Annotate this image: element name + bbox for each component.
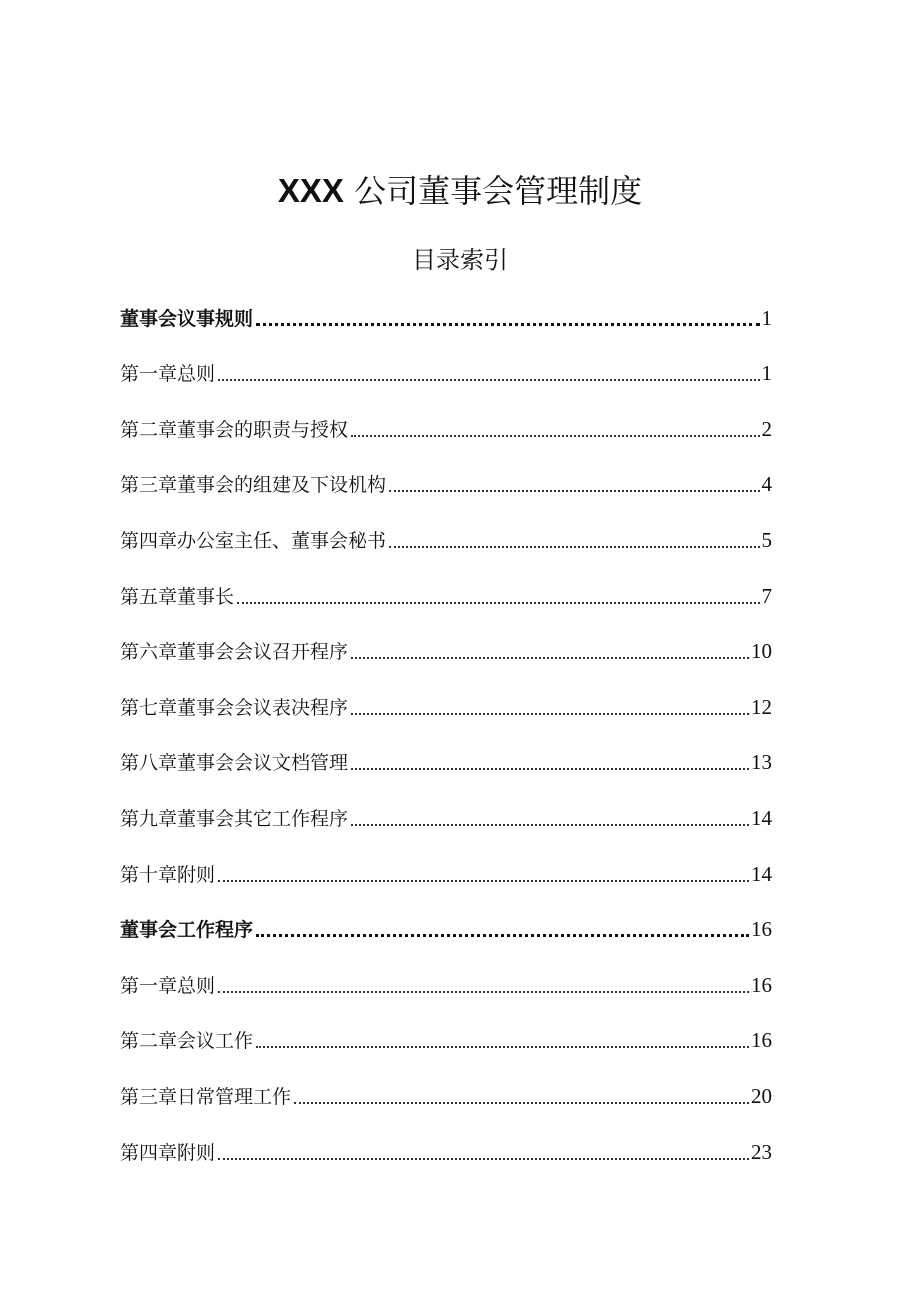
toc-page-number: 13 xyxy=(751,750,772,775)
dot-leader xyxy=(256,934,749,937)
toc-page-number: 16 xyxy=(751,972,772,997)
toc-entry-label: 第三章董事会的组建及下设机构 xyxy=(120,474,387,497)
dot-leader xyxy=(389,490,759,492)
toc-entry[interactable] xyxy=(120,565,772,621)
toc-entry-label: 第一章总则 xyxy=(120,974,216,997)
toc-page-number: 23 xyxy=(751,1139,772,1164)
toc-entry-label: 董事会工作程序 xyxy=(120,919,254,942)
toc-entry-label: 董事会议事规则 xyxy=(120,307,254,330)
toc-entry-label: 第四章办公室主任、董事会秘书 xyxy=(120,529,387,552)
toc-entry-label: 第二章董事会的职责与授权 xyxy=(120,418,349,441)
toc-entry-label: 第五章董事长 xyxy=(120,585,235,608)
dot-leader xyxy=(294,1102,749,1104)
dot-leader xyxy=(351,713,749,715)
toc-entry[interactable] xyxy=(120,621,772,677)
document-title xyxy=(0,166,920,212)
table-of-contents xyxy=(120,287,772,1177)
toc-page-number: 16 xyxy=(751,917,772,942)
toc-page-number: 12 xyxy=(751,694,772,719)
dot-leader xyxy=(351,824,749,826)
toc-page-number: 4 xyxy=(761,472,772,497)
toc-page-number: 2 xyxy=(761,416,772,441)
toc-page-number: 1 xyxy=(761,305,772,330)
toc-entry-label: 第一章总则 xyxy=(120,363,216,386)
toc-entry[interactable] xyxy=(120,343,772,399)
dot-leader xyxy=(389,546,759,548)
toc-entry[interactable] xyxy=(120,398,772,454)
toc-entry-label: 第九章董事会其它工作程序 xyxy=(120,807,349,830)
toc-entry[interactable] xyxy=(120,843,772,899)
toc-page-number: 20 xyxy=(751,1083,772,1108)
dot-leader xyxy=(351,435,759,437)
toc-entry[interactable] xyxy=(120,732,772,788)
title-text: 公司董事会管理制度 xyxy=(354,172,643,210)
toc-entry[interactable] xyxy=(120,509,772,565)
dot-leader xyxy=(218,880,749,882)
toc-entry-label: 第二章会议工作 xyxy=(120,1030,254,1053)
title-prefix: XXX xyxy=(277,172,344,209)
toc-entry[interactable] xyxy=(120,1010,772,1066)
toc-page-number: 5 xyxy=(761,527,772,552)
dot-leader xyxy=(351,768,749,770)
toc-section-entry[interactable] xyxy=(120,287,772,343)
toc-entry-label: 第十章附则 xyxy=(120,863,216,886)
dot-leader xyxy=(218,379,759,381)
toc-entry[interactable] xyxy=(120,954,772,1010)
toc-page-number: 1 xyxy=(761,361,772,386)
toc-entry-label: 第八章董事会会议文档管理 xyxy=(120,752,349,775)
dot-leader xyxy=(237,602,759,604)
toc-page-number: 7 xyxy=(761,583,772,608)
toc-entry-label: 第六章董事会会议召开程序 xyxy=(120,641,349,664)
toc-page-number: 14 xyxy=(751,805,772,830)
toc-entry-label: 第七章董事会会议表决程序 xyxy=(120,696,349,719)
toc-entry[interactable] xyxy=(120,676,772,732)
toc-section-entry[interactable] xyxy=(120,899,772,955)
toc-entry[interactable] xyxy=(120,1065,772,1121)
toc-entry-label: 第三章日常管理工作 xyxy=(120,1085,292,1108)
toc-entry[interactable] xyxy=(120,454,772,510)
dot-leader xyxy=(218,991,749,993)
dot-leader xyxy=(218,1158,749,1160)
dot-leader xyxy=(256,323,759,326)
toc-page-number: 10 xyxy=(751,639,772,664)
dot-leader xyxy=(351,657,749,659)
dot-leader xyxy=(256,1046,749,1048)
toc-page-number: 16 xyxy=(751,1028,772,1053)
toc-entry[interactable] xyxy=(120,1121,772,1177)
toc-entry-label: 第四章附则 xyxy=(120,1141,216,1164)
toc-entry[interactable] xyxy=(120,787,772,843)
toc-heading: 目录索引 xyxy=(412,246,508,274)
toc-page-number: 14 xyxy=(751,861,772,886)
